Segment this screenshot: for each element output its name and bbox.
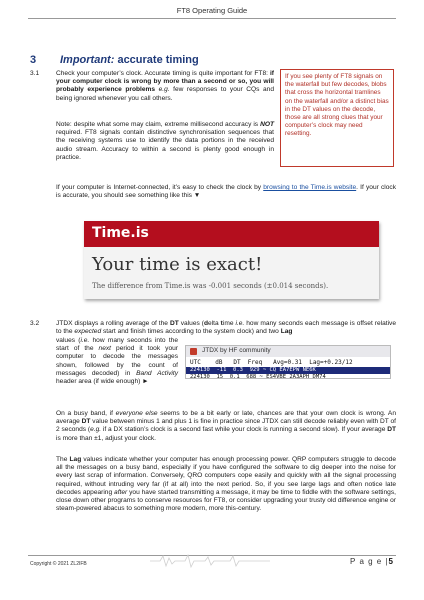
text-run: seems to be a bit early or late, chances are that your own clock is wrong. An average [56, 410, 396, 426]
text-run: ime [222, 320, 236, 327]
text-run: Note: despite what some may claim, extreme millisecond accuracy is [56, 121, 261, 128]
section-title-rest: accurate timing [114, 54, 199, 66]
waveform-watermark-icon [150, 553, 270, 569]
footer-copyright: Copyright © 2021 ZL2IFB [30, 561, 87, 567]
text-run: if a DX station’s clock is a second fast while your clock is running a second slow). If your average [101, 426, 388, 434]
jtdx-decode-row-selected [186, 367, 391, 374]
text-run: elta [208, 320, 221, 327]
italic-run: i.e. [80, 337, 90, 344]
text-run: . If your clock is accurate, you should see something like this ▼ [56, 184, 396, 200]
time-is-screenshot [84, 221, 379, 299]
section-title-italic: Important: [60, 54, 115, 66]
para-3-2-lag [56, 456, 396, 513]
footer-page-number [350, 557, 394, 566]
para-3-1-text [56, 70, 274, 103]
text-run: Check your computer’s clock. Accurate timing is quite important for FT8: [56, 70, 270, 77]
text-run: few responses to your CQs and being ignored whenever you call others. [56, 86, 274, 102]
para-3-2-left-column [56, 337, 178, 386]
text-run: On a busy band, if [56, 410, 116, 417]
page-header: FT8 Operating Guide [176, 6, 248, 15]
text-run: values ( [56, 337, 81, 344]
section-title [60, 54, 199, 66]
text-run: value between minus 1 and plus 1 is fine in practice since JTDX can still decode reliably even with DT of 2 seconds ( [56, 418, 397, 434]
text-run: If your computer is Internet-connected, it’s easy to check the clock by [56, 184, 264, 191]
clock-warning-callout: If you see plenty of FT8 signals on the waterfall but few decodes, blobs that cross the horizontal tramlines on the waterfall and/or a distinct bias in the DT values on the decode, those are all strong clues that your computer’s clock may need resetting. [280, 69, 394, 167]
italic-run: Band Activity [136, 369, 178, 377]
italic-run: i.e. [235, 320, 245, 327]
italic-run: e.g. [90, 426, 102, 434]
jtdx-screenshot [185, 345, 391, 379]
bold-run: Lag [69, 456, 82, 463]
header-rule [28, 18, 396, 19]
text-run: header area (if wide enough) ► [56, 378, 149, 386]
italic-run: expected [74, 328, 102, 336]
para-3-2-busy-band [56, 410, 396, 443]
bold-run: d [204, 320, 209, 327]
bold-run: Lag [280, 328, 293, 336]
time-is-link[interactable]: browsing to the Time.is website [263, 184, 357, 191]
time-exact-message: Your time is exact! [92, 254, 263, 275]
emphasis-not: NOT [260, 121, 274, 128]
jtdx-title-text: JTDX by HF community [202, 347, 271, 354]
para-number-3-2: 3.2 [30, 320, 40, 327]
text-run: JTDX displays a rolling average of the [56, 320, 170, 327]
italic-run: next [98, 345, 112, 353]
page-label: P a g e | [350, 557, 389, 566]
bold-run: DT [81, 418, 91, 426]
italic-run: everyone else [115, 410, 158, 417]
time-difference-text: The difference from Time.is was -0.001 seconds (±0.014 seconds). [92, 282, 329, 290]
internet-paragraph [56, 184, 396, 200]
text-run: how many seconds each message is offset relative to the [56, 320, 397, 336]
text-run: period it took your computer to decode the messages shown, followed by the count of messages decoded) in [56, 345, 178, 377]
text-run: The [56, 456, 70, 463]
bold-run: DT [169, 320, 179, 327]
jtdx-app-icon [190, 348, 197, 355]
text-run: you have started transmitting a message, it may be time to fiddle with the software settings, close down other programs to conserve resources for FT8, or consider upgrading your trusty old difference engine or steam-powered abacus to something more modern, more this-century. [56, 488, 396, 513]
jtdx-column-headers: UTC dB DT Freq Avg=0.31 Lag=+0.23/12 [190, 359, 353, 366]
jtdx-decode-row: 224130 15 0.1 688 ~ ES4VBE 2A3APH DM74 [190, 374, 326, 379]
time-is-banner [84, 221, 379, 247]
para-3-1-note [56, 121, 274, 162]
jtdx-titlebar [186, 346, 391, 357]
bold-run: DT [387, 426, 396, 434]
text-run: start and finish times according to the system clock) and two [101, 328, 281, 336]
jtdx-row-text: 224130 -11 0.3 929 ~ CQ EA7EPW NE6K [190, 367, 316, 373]
time-is-logo: Time.is [92, 225, 149, 241]
para-3-2-intro [56, 320, 396, 336]
text-run: is more than ±1, adjust your clock. [56, 434, 157, 442]
text-run: how many seconds into the start of the [56, 337, 178, 353]
bold-run: if your computer clock is wrong by more than a second or so, you will probably experience problems [56, 70, 274, 94]
para-number-3-1: 3.1 [30, 70, 40, 77]
text-run: values indicate whether your computer has enough processing power. QRP computers struggle to decode all the messages on a busy band, especially if you have configured the software to dig deeper into the noise for every last scrap of information. Conversely, QRO computers cope easily and quickly with all the signal processing required, without intruding very far (if at all) into the next period. So, if you see large lags and often notice late decodes appearing [56, 456, 396, 496]
text-run: required. FT8 signals contain distinctive synchronisation sequences that the receiving systems use to identify the data portions in the received audio stream. Accuracy to within a second is plenty good enough in practice. [56, 129, 274, 161]
section-number: 3 [30, 54, 37, 66]
text-run: values ( [178, 320, 204, 327]
italic-run: after [114, 488, 128, 496]
page-number: 5 [388, 557, 394, 566]
bold-run: t [220, 320, 223, 327]
italic-run: e.g. [158, 86, 170, 94]
